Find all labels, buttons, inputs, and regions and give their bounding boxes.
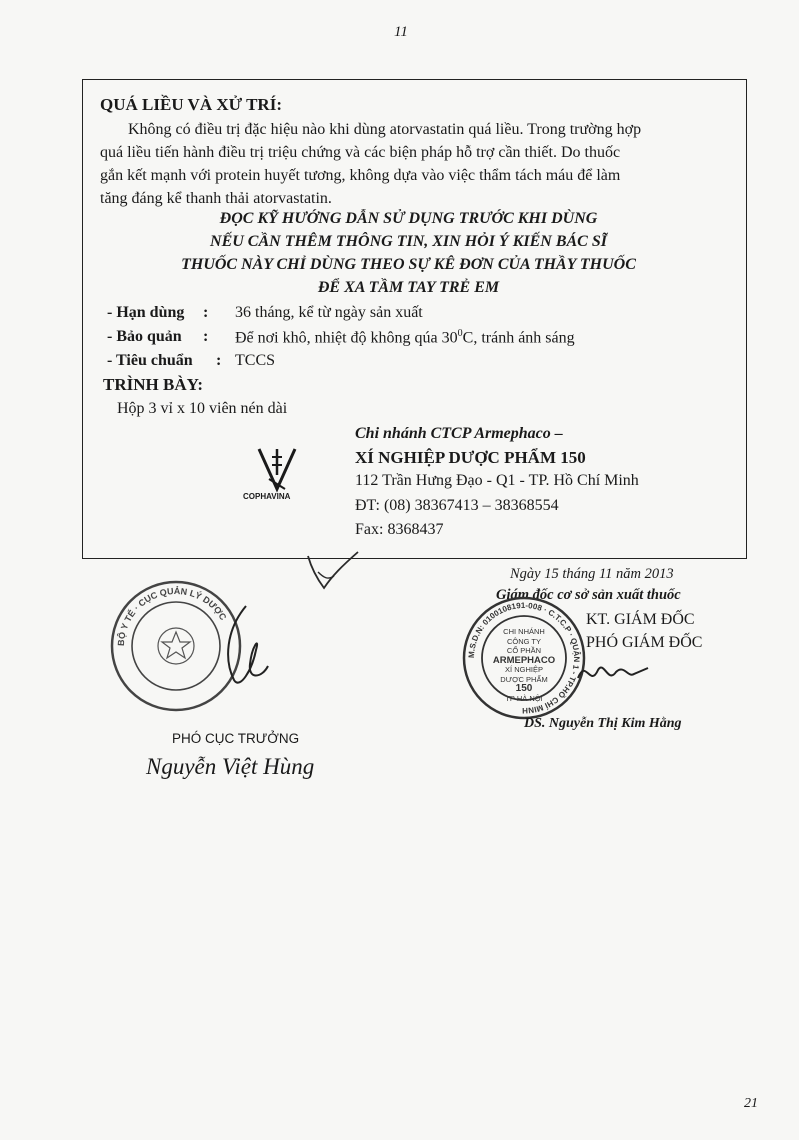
svg-text:M.S.D.N: 0100108191-008 · C.T.: M.S.D.N: 0100108191-008 · C.T.C.P · QUẬN 1 - TP.HỒ CHÍ MINH	[466, 600, 582, 716]
manufacturer-branch: Chi nhánh CTCP Armephaco –	[355, 425, 563, 442]
spec-colon: :	[216, 352, 222, 369]
director-signature-icon	[574, 648, 654, 698]
notice-read-instructions: ĐỌC KỸ HƯỚNG DẪN SỬ DỤNG TRƯỚC KHI DÙNG	[219, 210, 598, 227]
vice-head-title: PHÓ CỤC TRƯỞNG	[172, 731, 300, 746]
overdose-line-4: tăng đáng kể thanh thải atorvastatin.	[100, 190, 332, 207]
cophavina-logo-icon	[249, 445, 305, 493]
presentation-value: Hộp 3 vỉ x 10 viên nén dài	[117, 400, 288, 417]
director-name: DS. Nguyễn Thị Kim Hằng	[524, 716, 682, 731]
overdose-heading: QUÁ LIỀU VÀ XỬ TRÍ:	[100, 95, 282, 114]
sign-date: Ngày 15 tháng 11 năm 2013	[510, 566, 674, 582]
notice-prescription-only: THUỐC NÀY CHỈ DÙNG THEO SỰ KÊ ĐƠN CỦA THẦY THUỐC	[181, 256, 636, 273]
manufacturer-phone: ĐT: (08) 38367413 – 38368554	[355, 497, 559, 514]
overdose-line-3: gắn kết mạnh với protein huyết tương, không dựa vào việc thẩm tách máu để làm	[100, 167, 621, 184]
vice-head-signature-icon	[206, 600, 276, 710]
spec-colon: :	[203, 328, 209, 345]
vice-head-name: Nguyễn Việt Hùng	[146, 754, 315, 779]
presentation-heading: TRÌNH BÀY:	[103, 375, 203, 394]
spec-colon: :	[203, 304, 209, 321]
sign-title-1: KT. GIÁM ĐỐC	[586, 611, 695, 628]
manufacturer-address: 112 Trần Hưng Đạo - Q1 - TP. Hồ Chí Minh	[355, 472, 639, 489]
spec-value-standard: TCCS	[235, 352, 276, 369]
notice-ask-doctor: NẾU CẦN THÊM THÔNG TIN, XIN HỎI Ý KIẾN BÁC SĨ	[210, 233, 607, 250]
notice-keep-away-children: ĐỂ XA TẦM TAY TRẺ EM	[317, 279, 500, 296]
corner-mark: 21	[744, 1096, 758, 1111]
svg-text:BỘ Y TẾ · CỤC QUẢN LÝ DƯỢC: BỘ Y TẾ · CỤC QUẢN LÝ DƯỢC	[115, 585, 229, 647]
spec-value-storage: Để nơi khô, nhiệt độ không qúa $30^0C$, tránh ánh sáng	[235, 328, 575, 347]
sign-role: Giám đốc cơ sở sản xuất thuốc	[496, 587, 681, 603]
spec-label-standard: - Tiêu chuẩn	[107, 352, 193, 369]
cophavina-logo-text: COPHAVINA	[243, 492, 291, 501]
spec-label-storage: - Bảo quản	[107, 328, 182, 345]
manufacturer-fax: Fax: 8368437	[355, 521, 444, 538]
sign-title-2: PHÓ GIÁM ĐỐC	[586, 634, 703, 651]
spec-label-expiry: - Hạn dùng	[107, 304, 185, 321]
overdose-line-1: Không có điều trị đặc hiệu nào khi dùng atorvastatin quá liều. Trong trường hợp	[128, 121, 642, 138]
content-box	[82, 79, 747, 559]
manufacturer-name: XÍ NGHIỆP DƯỢC PHẨM 150	[355, 448, 586, 467]
overdose-line-2: quá liều tiến hành điều trị triệu chứng và các biện pháp hỗ trợ cần thiết. Do thuốc	[100, 144, 621, 161]
page-number: 11	[394, 24, 408, 40]
spec-value-expiry: 36 tháng, kể từ ngày sản xuất	[235, 304, 423, 321]
company-stamp-text: CHI NHÁNH CÔNG TY CỔ PHẦN ARMEPHACO XÍ NGHIỆP DƯỢC PHẨM 150 TP HÀ NỘI	[492, 627, 556, 703]
check-mark-icon	[298, 546, 378, 596]
